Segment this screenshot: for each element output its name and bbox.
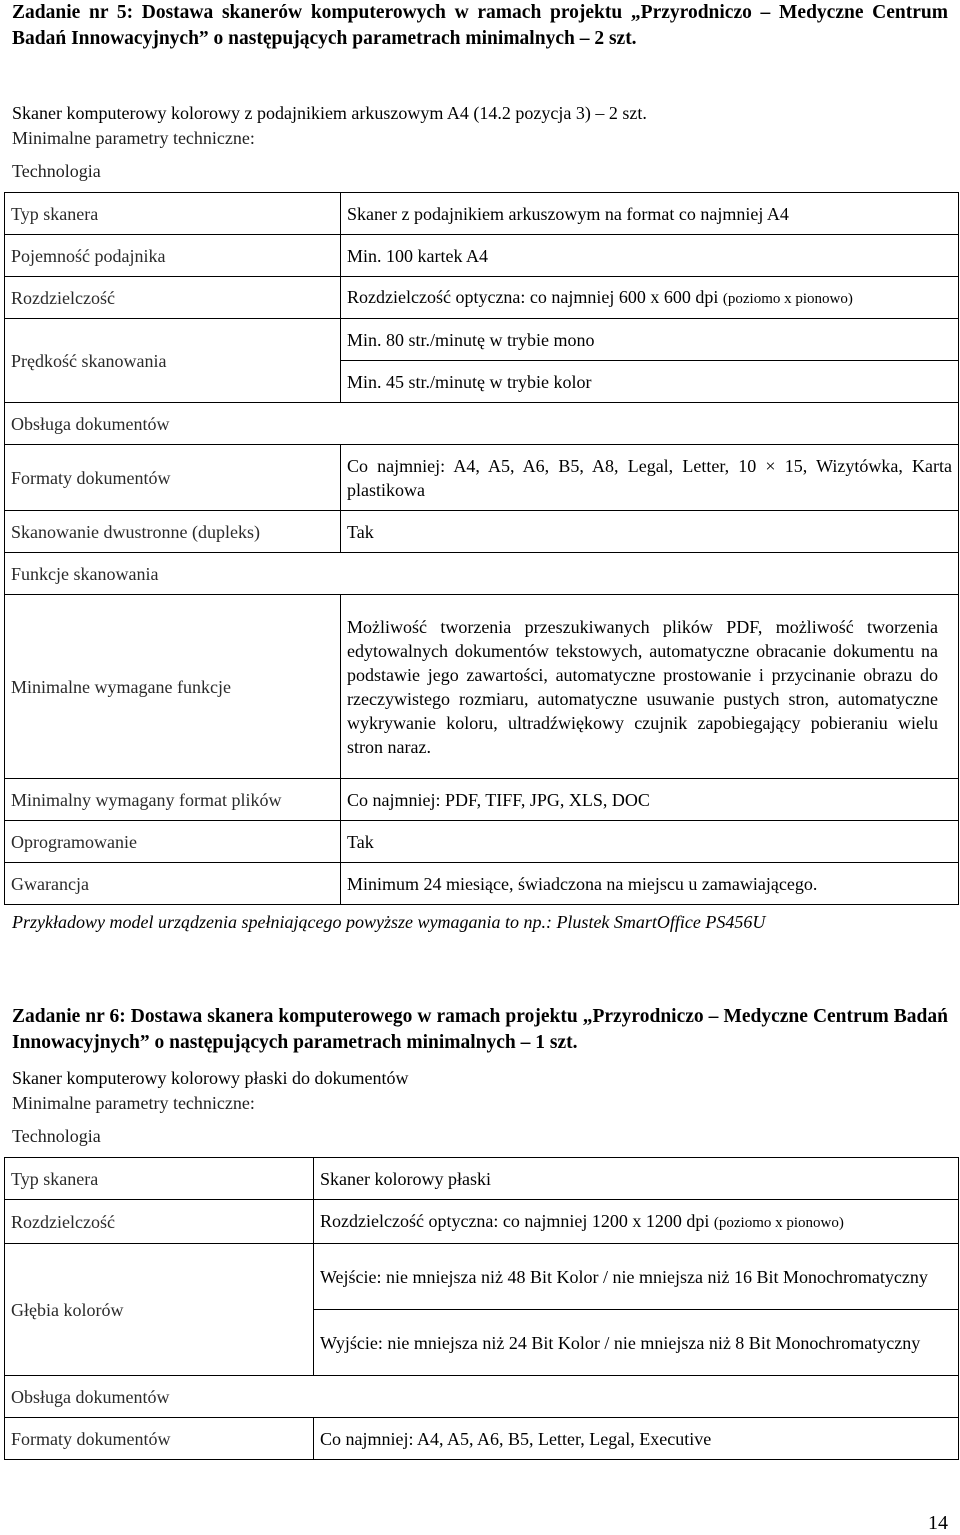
section-header: Obsługa dokumentów (5, 403, 959, 445)
spec-value: Co najmniej: PDF, TIFF, JPG, XLS, DOC (341, 779, 959, 821)
task5-section-technologia: Technologia (12, 161, 101, 181)
table-row (5, 1418, 959, 1460)
task5-heading: Zadanie nr 5: Dostawa skanerów komputerowych w ramach projektu „Przyrodniczo – Medyczne Centrum Badań Innowacyjnych” o następujących parametrach minimalnych – 2 szt. (12, 2, 948, 49)
task6-section-technologia: Technologia (12, 1126, 101, 1146)
task6-device-name: Skaner komputerowy kolorowy płaski do dokumentów (12, 1068, 409, 1088)
spec-value: Min. 80 str./minutę w trybie mono (341, 319, 959, 361)
task6-params-label: Minimalne parametry techniczne: (12, 1093, 255, 1113)
spec-label: Typ skanera (5, 193, 341, 235)
table-row (5, 193, 959, 235)
table-row (5, 863, 959, 905)
table-row (5, 1200, 959, 1244)
section-header: Obsługa dokumentów (5, 1376, 959, 1418)
table-row (5, 403, 959, 445)
spec-label: Rozdzielczość (5, 1200, 314, 1244)
spec-value: Wyjście: nie mniejsza niż 24 Bit Kolor / nie mniejsza niż 8 Bit Monochromatyczny (314, 1310, 959, 1376)
spec-value: Tak (341, 821, 959, 863)
task6-heading: Zadanie nr 6: Dostawa skanera komputerowego w ramach projektu „Przyrodniczo – Medyczne Centrum Badań Innowacyjnych” o następujących parametrach minimalnych – 1 szt. (12, 1006, 948, 1053)
spec-label: Głębia kolorów (5, 1244, 314, 1376)
table-row (5, 511, 959, 553)
task5-example-model: Przykładowy model urządzenia spełniającego powyższe wymagania to np.: Plustek SmartOffice PS456U (12, 912, 766, 932)
spec-label: Skanowanie dwustronne (dupleks) (5, 511, 341, 553)
spec-label: Formaty dokumentów (5, 1418, 314, 1460)
spec-value: Min. 45 str./minutę w trybie kolor (341, 361, 959, 403)
spec-value-cell (341, 277, 959, 319)
spec-label: Minimalne wymagane funkcje (5, 595, 341, 779)
spec-value: Rozdzielczość optyczna: co najmniej 1200 x 1200 dpi (320, 1210, 710, 1231)
spec-value: Min. 100 kartek A4 (341, 235, 959, 277)
spec-label: Oprogramowanie (5, 821, 341, 863)
task5-spec-table (4, 192, 959, 905)
spec-value: Minimum 24 miesiące, świadczona na miejscu u zamawiającego. (341, 863, 959, 905)
spec-value: Co najmniej: A4, A5, A6, B5, A8, Legal, Letter, 10 × 15, Wizytówka, Karta plastikowa (341, 445, 959, 511)
table-row (5, 553, 959, 595)
spec-label: Typ skanera (5, 1158, 314, 1200)
task5-params-label: Minimalne parametry techniczne: (12, 128, 255, 148)
spec-label: Minimalny wymagany format plików (5, 779, 341, 821)
spec-label: Prędkość skanowania (5, 319, 341, 403)
table-row (5, 779, 959, 821)
spec-label: Pojemność podajnika (5, 235, 341, 277)
table-row (5, 595, 959, 779)
task6-spec-table (4, 1157, 959, 1460)
section-header: Funkcje skanowania (5, 553, 959, 595)
table-row (5, 445, 959, 511)
spec-note: (poziomo x pionowo) (722, 290, 853, 307)
table-row (5, 821, 959, 863)
spec-value: Wejście: nie mniejsza niż 48 Bit Kolor / nie mniejsza niż 16 Bit Monochromatyczny (314, 1244, 959, 1310)
table-row (5, 1244, 959, 1310)
table-row (5, 319, 959, 361)
spec-value: Co najmniej: A4, A5, A6, B5, Letter, Legal, Executive (314, 1418, 959, 1460)
table-row (5, 1376, 959, 1418)
table-row (5, 235, 959, 277)
spec-label: Gwarancja (5, 863, 341, 905)
table-row (5, 277, 959, 319)
spec-label: Rozdzielczość (5, 277, 341, 319)
spec-value: Rozdzielczość optyczna: co najmniej 600 x 600 dpi (347, 286, 719, 307)
task5-device-name: Skaner komputerowy kolorowy z podajnikiem arkuszowym A4 (14.2 pozycja 3) – 2 szt. (12, 103, 647, 123)
spec-value: Tak (341, 511, 959, 553)
spec-value: Skaner kolorowy płaski (314, 1158, 959, 1200)
table-row (5, 1158, 959, 1200)
spec-value-cell (314, 1200, 959, 1244)
spec-note: (poziomo x pionowo) (713, 1214, 844, 1231)
spec-value: Możliwość tworzenia przeszukiwanych plików PDF, możliwość tworzenia edytowalnych dokumentów tekstowych, automatyczne obracanie dokumentu na podstawie jego zawartości, automatyczne prostowanie i przycinanie obrazu do rzeczywistego rozmiaru, automatyczne usuwanie pustych stron, automatyczne wykrywanie koloru, ultradźwiękowy czujnik zapobiegający pobieraniu wielu stron naraz. (341, 595, 959, 779)
spec-label: Formaty dokumentów (5, 445, 341, 511)
spec-value: Skaner z podajnikiem arkuszowym na format co najmniej A4 (341, 193, 959, 235)
page-number: 14 (928, 1512, 948, 1534)
